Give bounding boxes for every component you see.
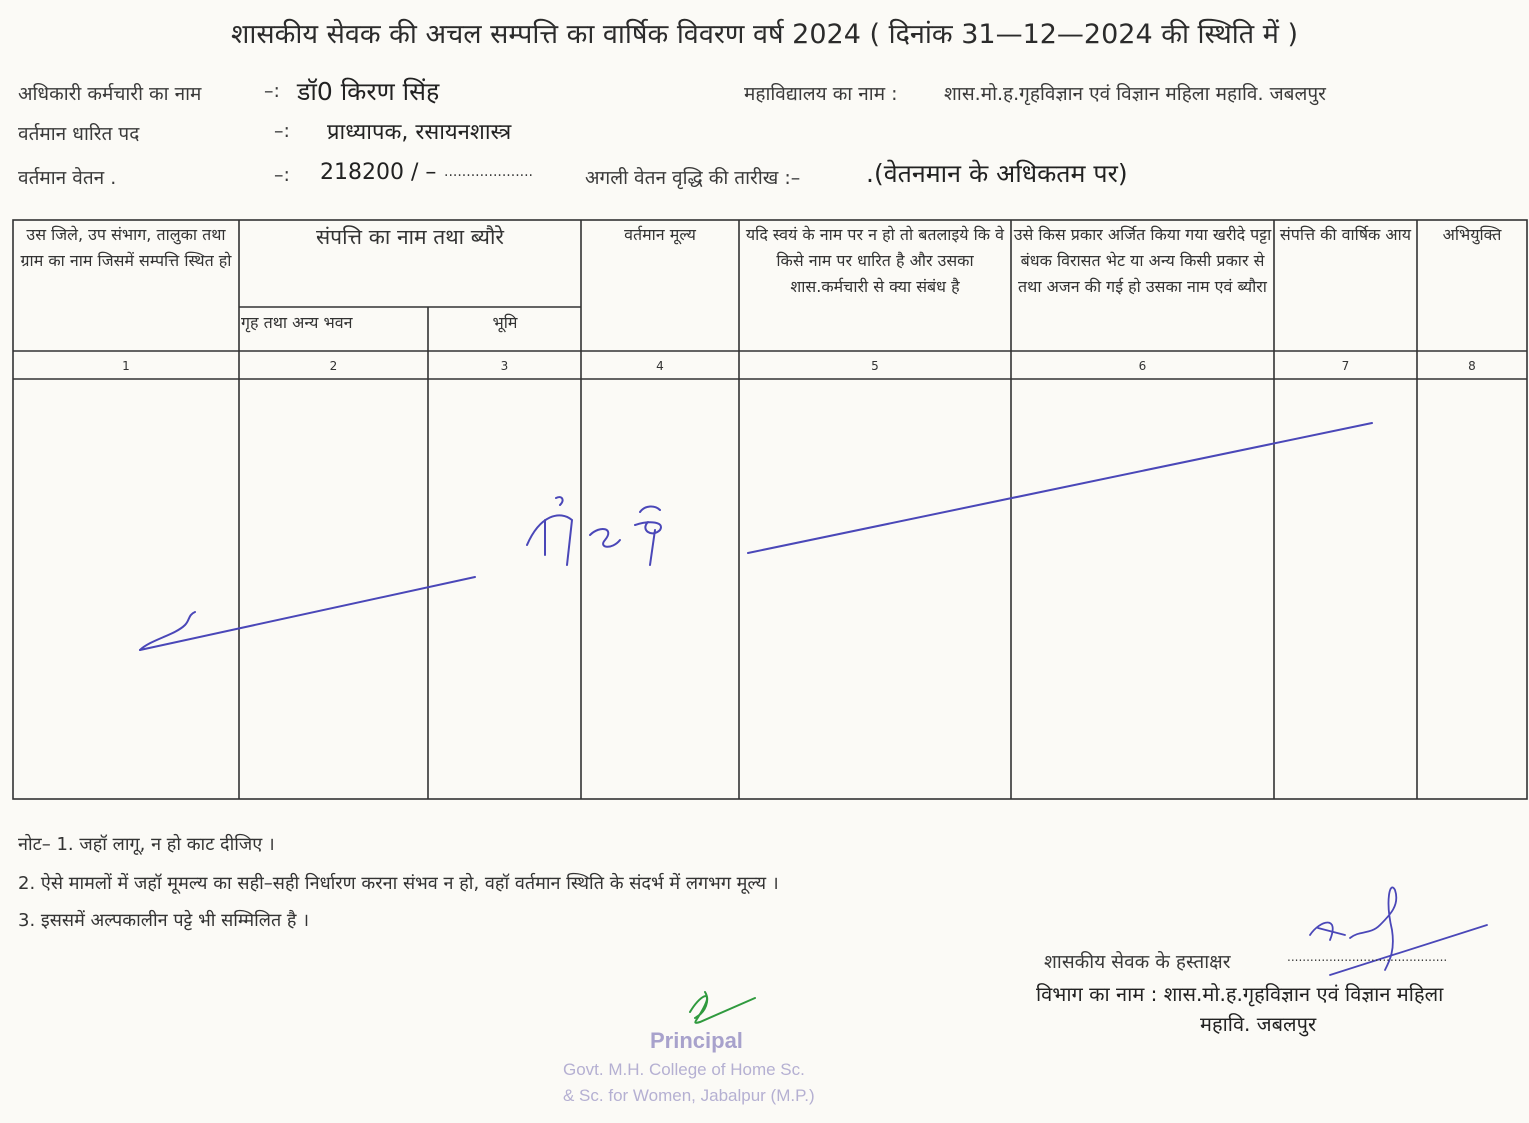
col8-header: अभियुक्ति (1442, 225, 1502, 244)
employee-name-label: अधिकारी कर्मचारी का नाम (18, 83, 202, 105)
document-title: शासकीय सेवक की अचल सम्पत्ति का वार्षिक विवरण वर्ष 2024 ( दिनांक 31—12—2024 की स्थिति में ) (231, 19, 1298, 50)
signature-label: शासकीय सेवक के हस्ताक्षर (1044, 951, 1231, 973)
department-line-2: महावि. जबलपुर (1200, 1012, 1317, 1036)
col4-header: वर्तमान मूल्य (624, 225, 696, 244)
college-label: महाविद्यालय का नाम : (744, 83, 898, 105)
college-value: शास.मो.ह.गृहविज्ञान एवं विज्ञान महिला महावि. जबलपुर (944, 83, 1326, 105)
col3-header: भूमि (492, 313, 518, 332)
col-number: 1 (122, 359, 130, 373)
strike-line-left (140, 577, 475, 650)
salary-sep: –: (274, 164, 290, 186)
principal-initials (690, 992, 755, 1023)
note-2: 2. ऐसे मामलों में जहॉ मूमल्य का सही–सही निर्धारण करना संभव न हो, वहॉ वर्तमान स्थिति के संदर्भ में लगभग मूल्य । (18, 873, 779, 894)
col5-header: यदि स्वयं के नाम पर न हो तो बतलाइये कि वे किसे नाम पर धारित है और उसका शास.कर्मचारी से क्या संबंध है (745, 225, 1005, 296)
col2-header: गृह तथा अन्य भवन (241, 313, 353, 332)
note-1: नोट– 1. जहॉ लागू, न हो काट दीजिए । (18, 834, 275, 855)
col-number: 6 (1138, 359, 1147, 373)
increment-value: .(वेतनमान के अधिकतम पर) (866, 159, 1128, 188)
salary-value: 218200 / – (320, 160, 437, 185)
employee-name-sep: –: (264, 80, 280, 102)
col-number: 8 (1468, 359, 1476, 373)
salary-dots: .................... (444, 164, 534, 180)
col1-header: उस जिले, उप संभाग, तालुका तथा ग्राम का नाम जिसमें सम्पत्ति स्थित हो (20, 225, 232, 270)
strike-line-right (748, 423, 1372, 553)
post-sep: –: (274, 120, 290, 142)
col6-header: उसे किस प्रकार अर्जित किया गया खरीदे पट्टा बंधक विरासत भेट या अन्य किसी प्रकार से तथा अजन की गई हो उसका नाम एवं ब्यौरा (1013, 225, 1272, 296)
note-3: 3. इससमें अल्पकालीन पट्टे भी सम्मिलित है । (18, 910, 310, 931)
employee-name-value: डॉ0 किरण सिंह (297, 77, 440, 106)
col7-header: संपत्ति की वार्षिक आय (1279, 225, 1412, 244)
post-label: वर्तमान धारित पद (18, 123, 140, 145)
stamp-line-2: & Sc. for Women, Jabalpur (M.P.) (563, 1086, 815, 1105)
stamp-title: Principal (650, 1028, 743, 1053)
increment-label: अगली वेतन वृद्धि की तारीख :– (585, 167, 801, 189)
col-number: 2 (329, 359, 338, 373)
col-number: 4 (656, 359, 664, 373)
col-number: 7 (1341, 359, 1350, 373)
col-number: 3 (500, 359, 509, 373)
department-line-1: विभाग का नाम : शास.मो.ह.गृहविज्ञान एवं विज्ञान महिला (1036, 982, 1444, 1006)
stamp-line-1: Govt. M.H. College of Home Sc. (563, 1060, 805, 1079)
salary-label: वर्तमान वेतन . (18, 167, 117, 189)
col23-group-header: संपत्ति का नाम तथा ब्यौरे (315, 225, 505, 249)
post-value: प्राध्यापक, रसायनशास्त्र (327, 120, 512, 145)
col-number: 5 (871, 359, 879, 373)
signature-dots: .......................................... (1287, 950, 1448, 964)
